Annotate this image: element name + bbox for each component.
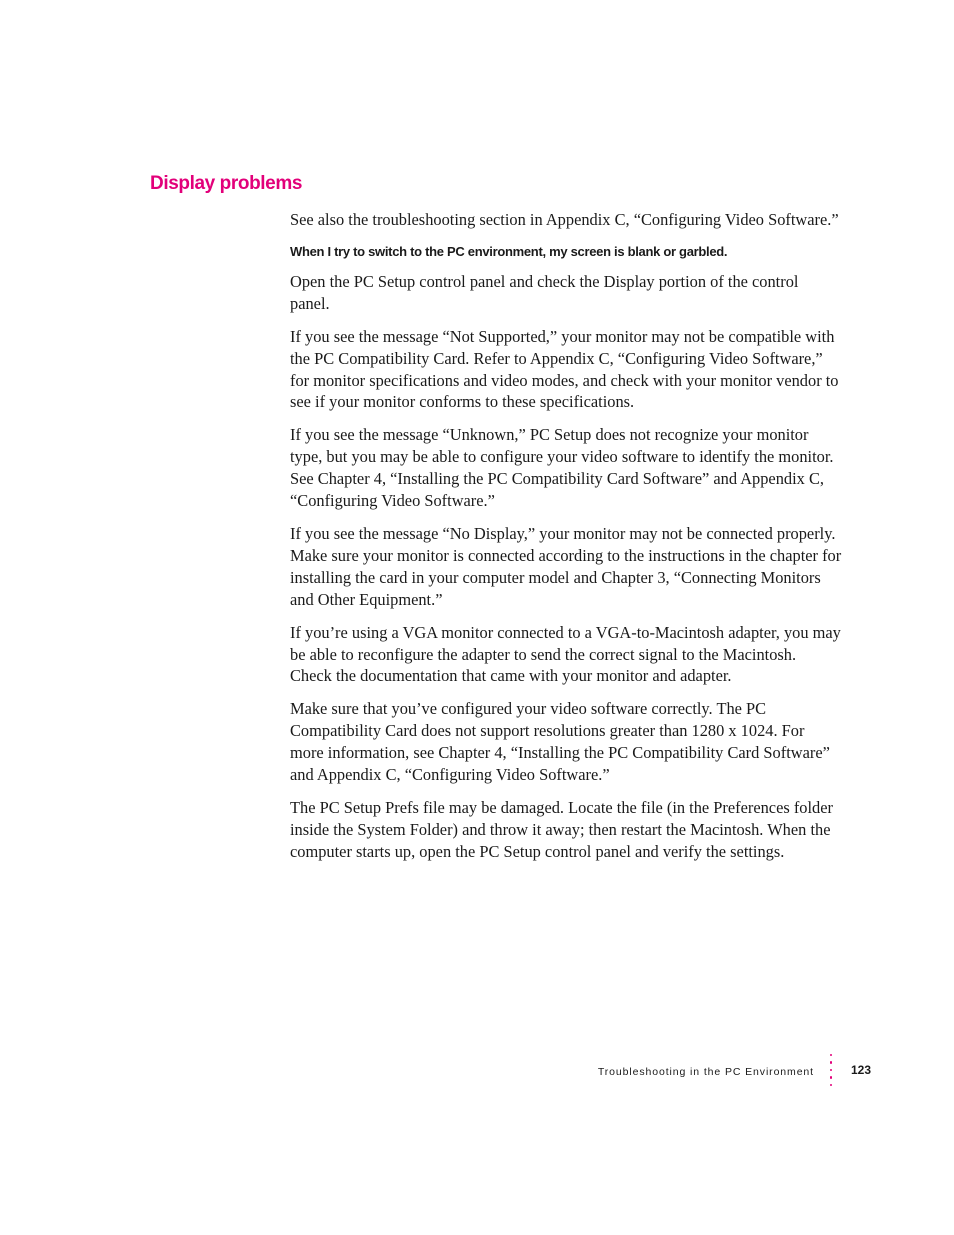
intro-paragraph: See also the troubleshooting section in Appendix C, “Configuring Video Software.” xyxy=(290,210,839,229)
paragraph-not-supported: If you see the message “Not Supported,” your monitor may not be compatible with the PC Compatibility Card. Refer to Appendix C, “Configuring Video Software,” for monitor specifications and video modes, and check with your monitor vendor to see if your monitor conforms to these specifications. xyxy=(290,326,839,412)
paragraph-video-software: Make sure that you’ve configured your video software correctly. The PC Compatibility Card does not support resolutions greater than 1280 x 1024. For more information, see Chapter 4, “Installing the PC Compatibility Card Software” and Appendix C, “Configuring Video Software.” xyxy=(290,699,830,785)
footer-dot xyxy=(830,1061,832,1063)
footer-dot xyxy=(830,1069,832,1071)
paragraph-no-display: If you see the message “No Display,” your monitor may not be connected properly. Make sure your monitor is connected according to the instructions in the chapter for installing the card in your computer model and Chapter 3, “Connecting Monitors and Other Equipment.” xyxy=(290,523,842,609)
paragraph-vga-adapter: If you’re using a VGA monitor connected to a VGA-to-Macintosh adapter, you may be able to reconfigure the adapter to send the correct signal to the Macintosh. Check the documentation that came with your monitor and adapter. xyxy=(290,622,841,686)
problem-heading: When I try to switch to the PC environment, my screen is blank or garbled. xyxy=(290,243,728,259)
body-column xyxy=(290,209,842,874)
footer-dot xyxy=(830,1084,832,1086)
footer-chapter-title: Troubleshooting in the PC Environment xyxy=(597,1066,814,1078)
paragraph-check-display: Open the PC Setup control panel and check the Display portion of the control panel. xyxy=(290,271,799,313)
footer-dots-divider xyxy=(830,1054,834,1094)
footer-dot xyxy=(830,1054,832,1056)
footer-dot xyxy=(830,1076,832,1078)
page-number: 123 xyxy=(851,1063,872,1077)
section-heading: Display problems xyxy=(150,173,302,194)
paragraph-prefs-file: The PC Setup Prefs file may be damaged. Locate the file (in the Preferences folder inside the System Folder) and throw it away; then restart the Macintosh. When the computer starts up, open the PC Setup control panel and verify the settings. xyxy=(290,797,833,861)
paragraph-unknown: If you see the message “Unknown,” PC Setup does not recognize your monitor type, but you may be able to configure your video software to identify the monitor. See Chapter 4, “Installing the PC Compatibility Card Software” and Appendix C, “Configuring Video Software.” xyxy=(290,425,834,511)
